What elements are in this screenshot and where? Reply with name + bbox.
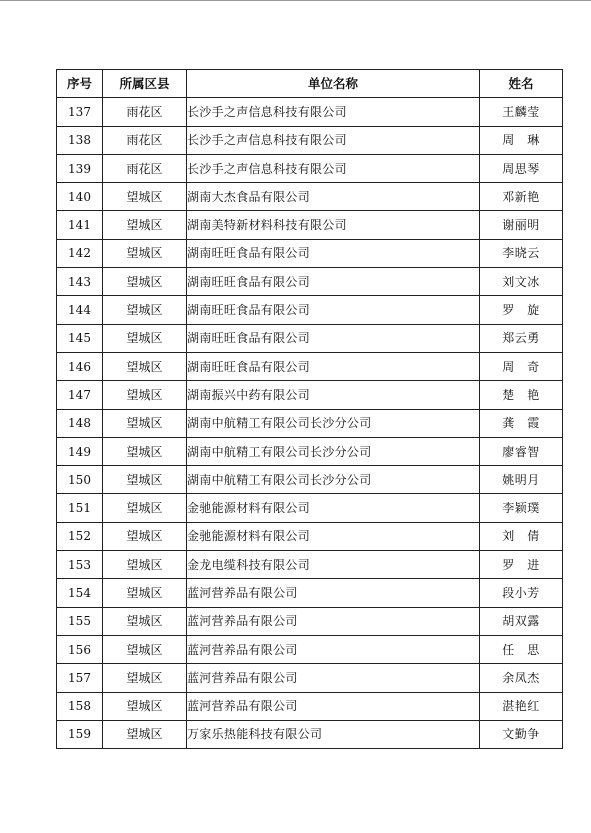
- person-name-cell: 李晓云: [480, 239, 563, 267]
- table-row: [57, 324, 563, 352]
- unit-name-cell: 湖南大杰食品有限公司: [187, 183, 480, 211]
- serial-number-cell: 159: [57, 720, 103, 748]
- person-name-cell: 文勤争: [480, 720, 563, 748]
- table-row: [57, 466, 563, 494]
- table-row: [57, 154, 563, 182]
- serial-number-cell: 147: [57, 381, 103, 409]
- unit-name-cell: 湖南中航精工有限公司长沙分公司: [187, 437, 480, 465]
- unit-name-cell: 长沙手之声信息科技有限公司: [187, 126, 480, 154]
- table-row: [57, 579, 563, 607]
- district-cell: 望城区: [103, 635, 187, 663]
- district-cell: 望城区: [103, 352, 187, 380]
- roster-table: [56, 69, 563, 749]
- serial-number-cell: 141: [57, 211, 103, 239]
- unit-name-cell: 金驰能源材料有限公司: [187, 494, 480, 522]
- district-cell: 雨花区: [103, 154, 187, 182]
- unit-name-cell: 万家乐热能科技有限公司: [187, 720, 480, 748]
- district-cell: 雨花区: [103, 98, 187, 126]
- district-cell: 望城区: [103, 466, 187, 494]
- serial-number-cell: 155: [57, 607, 103, 635]
- header-person-name: 姓名: [480, 70, 563, 98]
- district-cell: 望城区: [103, 551, 187, 579]
- table-row: [57, 522, 563, 550]
- serial-number-cell: 146: [57, 352, 103, 380]
- table-row: [57, 239, 563, 267]
- unit-name-cell: 湖南振兴中药有限公司: [187, 381, 480, 409]
- person-name-cell: 周 琳: [480, 126, 563, 154]
- table-row: [57, 494, 563, 522]
- person-name-cell: 段小芳: [480, 579, 563, 607]
- table-row: [57, 607, 563, 635]
- district-cell: 望城区: [103, 579, 187, 607]
- district-cell: 望城区: [103, 183, 187, 211]
- page-top-rule: [0, 0, 591, 1]
- serial-number-cell: 142: [57, 239, 103, 267]
- unit-name-cell: 湖南美特新材料科技有限公司: [187, 211, 480, 239]
- serial-number-cell: 144: [57, 296, 103, 324]
- person-name-cell: 邓新艳: [480, 183, 563, 211]
- district-cell: 望城区: [103, 720, 187, 748]
- district-cell: 望城区: [103, 296, 187, 324]
- district-cell: 望城区: [103, 522, 187, 550]
- unit-name-cell: 长沙手之声信息科技有限公司: [187, 98, 480, 126]
- table-row: [57, 664, 563, 692]
- unit-name-cell: 湖南中航精工有限公司长沙分公司: [187, 409, 480, 437]
- district-cell: 望城区: [103, 437, 187, 465]
- person-name-cell: 罗 旋: [480, 296, 563, 324]
- header-row: [57, 70, 563, 98]
- serial-number-cell: 153: [57, 551, 103, 579]
- table-row: [57, 381, 563, 409]
- table-row: [57, 296, 563, 324]
- person-name-cell: 湛艳红: [480, 692, 563, 720]
- table-row: [57, 635, 563, 663]
- district-cell: 望城区: [103, 211, 187, 239]
- district-cell: 望城区: [103, 692, 187, 720]
- header-district: 所属区县: [103, 70, 187, 98]
- table-row: [57, 211, 563, 239]
- person-name-cell: 王麟莹: [480, 98, 563, 126]
- unit-name-cell: 湖南旺旺食品有限公司: [187, 352, 480, 380]
- person-name-cell: 罗 进: [480, 551, 563, 579]
- unit-name-cell: 湖南旺旺食品有限公司: [187, 324, 480, 352]
- district-cell: 望城区: [103, 239, 187, 267]
- person-name-cell: 刘文冰: [480, 268, 563, 296]
- district-cell: 望城区: [103, 494, 187, 522]
- unit-name-cell: 湖南旺旺食品有限公司: [187, 268, 480, 296]
- district-cell: 望城区: [103, 409, 187, 437]
- table-row: [57, 352, 563, 380]
- table-row: [57, 183, 563, 211]
- unit-name-cell: 湖南中航精工有限公司长沙分公司: [187, 466, 480, 494]
- table-row: [57, 98, 563, 126]
- person-name-cell: 周 奇: [480, 352, 563, 380]
- table-body: [57, 98, 563, 749]
- serial-number-cell: 138: [57, 126, 103, 154]
- serial-number-cell: 148: [57, 409, 103, 437]
- serial-number-cell: 156: [57, 635, 103, 663]
- serial-number-cell: 139: [57, 154, 103, 182]
- unit-name-cell: 长沙手之声信息科技有限公司: [187, 154, 480, 182]
- table-row: [57, 437, 563, 465]
- serial-number-cell: 151: [57, 494, 103, 522]
- unit-name-cell: 湖南旺旺食品有限公司: [187, 296, 480, 324]
- table-row: [57, 692, 563, 720]
- unit-name-cell: 蓝河营养品有限公司: [187, 579, 480, 607]
- table-row: [57, 268, 563, 296]
- serial-number-cell: 150: [57, 466, 103, 494]
- table-row: [57, 551, 563, 579]
- serial-number-cell: 137: [57, 98, 103, 126]
- table-header: [57, 70, 563, 98]
- serial-number-cell: 143: [57, 268, 103, 296]
- table-row: [57, 720, 563, 748]
- serial-number-cell: 145: [57, 324, 103, 352]
- person-name-cell: 李颖璞: [480, 494, 563, 522]
- person-name-cell: 任 思: [480, 635, 563, 663]
- serial-number-cell: 158: [57, 692, 103, 720]
- person-name-cell: 龚 霞: [480, 409, 563, 437]
- district-cell: 望城区: [103, 268, 187, 296]
- serial-number-cell: 140: [57, 183, 103, 211]
- unit-name-cell: 金龙电缆科技有限公司: [187, 551, 480, 579]
- person-name-cell: 郑云勇: [480, 324, 563, 352]
- unit-name-cell: 蓝河营养品有限公司: [187, 607, 480, 635]
- person-name-cell: 谢丽明: [480, 211, 563, 239]
- serial-number-cell: 152: [57, 522, 103, 550]
- table-row: [57, 126, 563, 154]
- header-unit-name: 单位名称: [187, 70, 480, 98]
- table-row: [57, 409, 563, 437]
- district-cell: 望城区: [103, 381, 187, 409]
- header-serial-number: 序号: [57, 70, 103, 98]
- serial-number-cell: 157: [57, 664, 103, 692]
- person-name-cell: 余凤杰: [480, 664, 563, 692]
- person-name-cell: 胡双露: [480, 607, 563, 635]
- serial-number-cell: 149: [57, 437, 103, 465]
- person-name-cell: 姚明月: [480, 466, 563, 494]
- person-name-cell: 刘 倩: [480, 522, 563, 550]
- district-cell: 望城区: [103, 607, 187, 635]
- unit-name-cell: 蓝河营养品有限公司: [187, 664, 480, 692]
- unit-name-cell: 金驰能源材料有限公司: [187, 522, 480, 550]
- district-cell: 望城区: [103, 324, 187, 352]
- district-cell: 雨花区: [103, 126, 187, 154]
- district-cell: 望城区: [103, 664, 187, 692]
- person-name-cell: 楚 艳: [480, 381, 563, 409]
- unit-name-cell: 蓝河营养品有限公司: [187, 692, 480, 720]
- unit-name-cell: 蓝河营养品有限公司: [187, 635, 480, 663]
- serial-number-cell: 154: [57, 579, 103, 607]
- person-name-cell: 廖睿智: [480, 437, 563, 465]
- unit-name-cell: 湖南旺旺食品有限公司: [187, 239, 480, 267]
- person-name-cell: 周思琴: [480, 154, 563, 182]
